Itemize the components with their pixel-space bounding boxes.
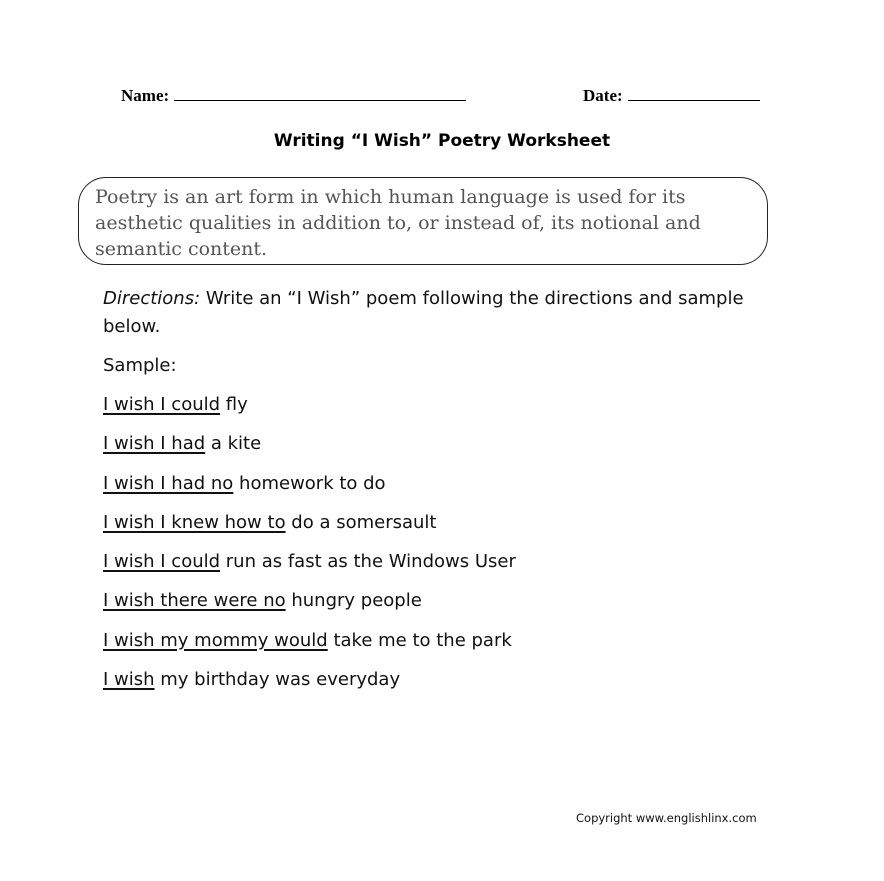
definition-box [78, 177, 768, 265]
sample-rest: do a somersault [285, 511, 437, 533]
sample-rest: fly [220, 394, 248, 415]
sample-rest: hungry people [285, 590, 422, 612]
sample-rest: run as fast as the Windows User [220, 551, 516, 573]
date-blank-line[interactable] [628, 86, 760, 101]
sample-rest: homework to do [233, 472, 386, 494]
sample-line [103, 666, 793, 694]
name-blank-line[interactable] [174, 86, 466, 101]
sample-stem: I wish [103, 669, 155, 691]
date-label: Date: [583, 86, 623, 105]
directions [103, 285, 793, 341]
sample-stem: I wish I knew how to [103, 511, 286, 533]
sample-list [103, 391, 793, 694]
sample-stem: I wish my mommy would [103, 629, 328, 651]
worksheet-title: Writing “I Wish” Poetry Worksheet [273, 131, 611, 151]
sample-rest: a kite [205, 433, 262, 455]
sample-stem: I wish there were no [103, 590, 286, 612]
sample-line [103, 391, 793, 419]
sample-line [103, 627, 793, 655]
sample-line [103, 509, 793, 537]
copyright-notice: Copyright www.englishlinx.com [576, 811, 757, 825]
sample-stem: I wish I could [103, 394, 221, 415]
directions-label: Directions: [103, 288, 201, 309]
directions-text: Write an “I Wish” poem following the directions and sample below. [103, 288, 744, 337]
date-field [583, 86, 760, 106]
definition-text: Poetry is an art form in which human language is used for its aesthetic qualities in addition to, or instead of, its notional and semantic content. [95, 186, 701, 260]
sample-line [103, 587, 793, 615]
header-row [0, 86, 884, 110]
sample-stem: I wish I had no [103, 472, 234, 494]
sample-line [103, 548, 793, 576]
name-label: Name: [121, 86, 170, 105]
worksheet-content [103, 285, 793, 705]
sample-rest: my birthday was everyday [154, 669, 401, 691]
sample-label: Sample: [103, 355, 177, 376]
name-field [121, 86, 466, 106]
sample-line [103, 430, 793, 458]
sample-rest: take me to the park [327, 629, 512, 651]
sample-stem: I wish I could [103, 551, 221, 573]
sample-stem: I wish I had [103, 433, 206, 455]
sample-line [103, 470, 793, 498]
